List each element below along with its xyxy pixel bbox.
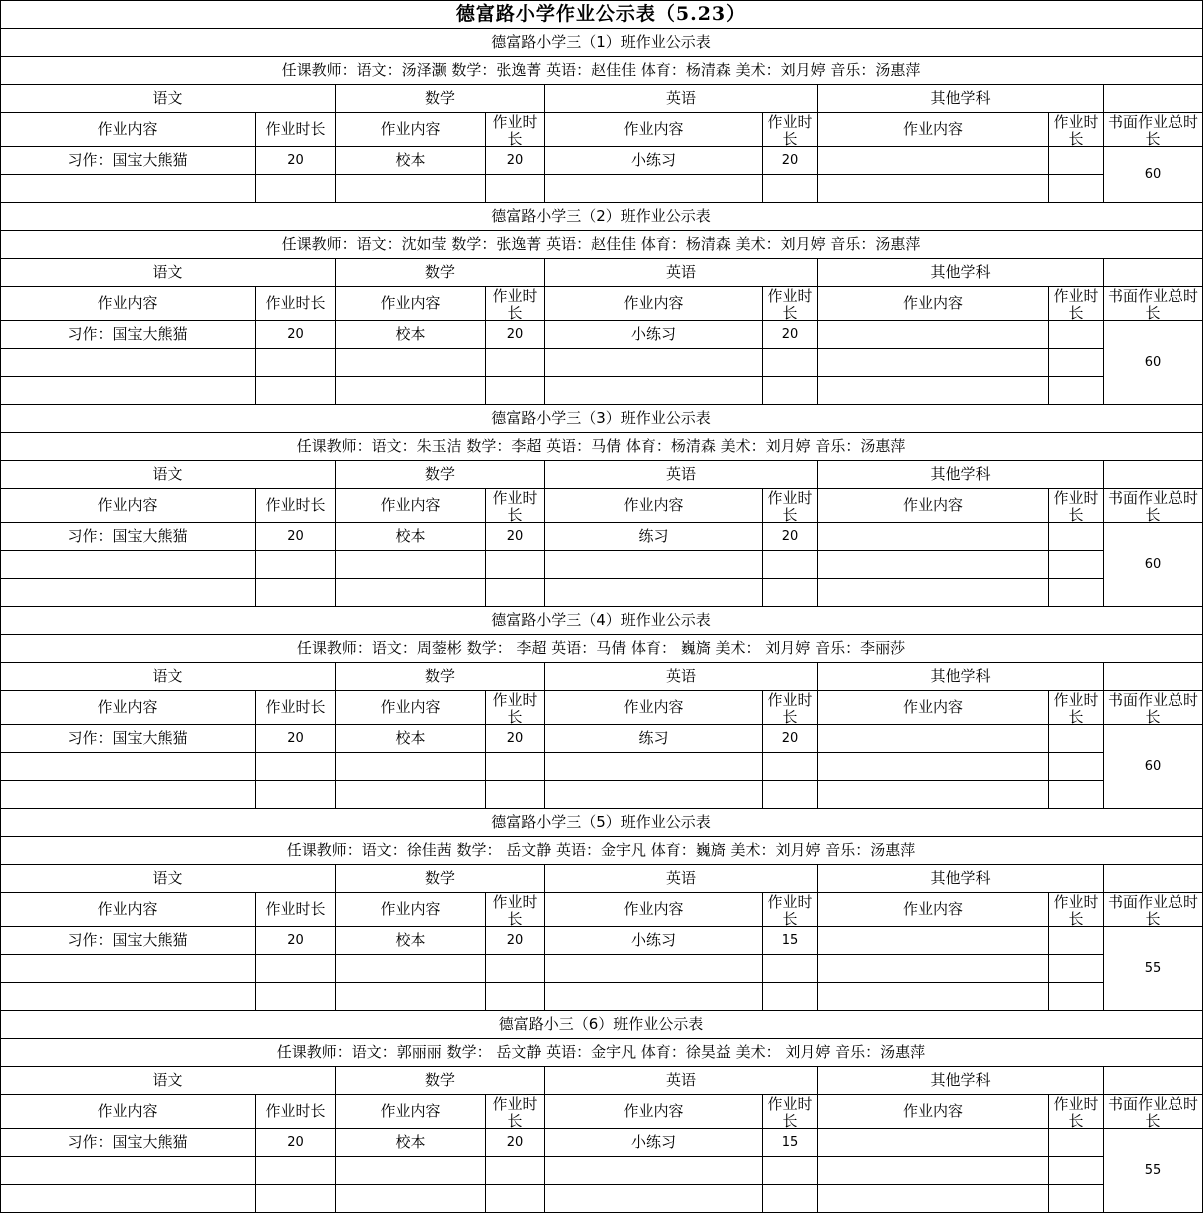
table-cell — [1049, 1129, 1104, 1157]
subject-header-math: 数学 — [336, 259, 545, 287]
subject-header-math: 数学 — [336, 1067, 545, 1095]
subject-header-blank — [1104, 85, 1203, 113]
table-cell — [0, 753, 256, 781]
class-1-teachers: 任课教师：语文：汤泽灏 数学：张逸菁 英语：赵佳佳 体育：杨清森 美术：刘月婷 音乐：汤惠萍 — [0, 57, 1203, 85]
table-cell: 习作：国宝大熊猫 — [0, 321, 256, 349]
table-cell — [336, 955, 486, 983]
column-header-duration: 作业时长 — [763, 893, 818, 927]
table-cell — [486, 955, 545, 983]
column-header-content: 作业内容 — [545, 113, 763, 147]
table-cell — [0, 349, 256, 377]
table-cell — [336, 1157, 486, 1185]
table-cell — [1049, 349, 1104, 377]
class-4-teachers: 任课教师：语文：周蓥彬 数学： 李超 英语：马倩 体育： 巍旖 美术： 刘月婷 音乐：李丽莎 — [0, 635, 1203, 663]
table-cell — [818, 1129, 1049, 1157]
column-header-total: 书面作业总时长 — [1104, 691, 1203, 725]
table-cell — [0, 579, 256, 607]
table-cell: 习作：国宝大熊猫 — [0, 1129, 256, 1157]
column-header-duration: 作业时长 — [486, 893, 545, 927]
table-cell — [486, 781, 545, 809]
table-cell — [818, 983, 1049, 1011]
table-cell — [1049, 927, 1104, 955]
table-cell — [763, 983, 818, 1011]
table-cell — [0, 1185, 256, 1213]
table-cell: 20 — [763, 147, 818, 175]
table-cell — [256, 983, 336, 1011]
table-cell — [336, 781, 486, 809]
subject-header-other: 其他学科 — [818, 1067, 1104, 1095]
column-header-duration: 作业时长 — [486, 113, 545, 147]
table-cell — [256, 781, 336, 809]
table-cell — [1049, 377, 1104, 405]
column-header-duration: 作业时长 — [763, 691, 818, 725]
column-header-content: 作业内容 — [336, 113, 486, 147]
table-cell — [256, 1185, 336, 1213]
column-header-content: 作业内容 — [336, 1095, 486, 1129]
table-cell — [763, 781, 818, 809]
table-cell — [486, 377, 545, 405]
table-cell: 15 — [763, 927, 818, 955]
table-cell — [256, 579, 336, 607]
table-cell: 习作：国宝大熊猫 — [0, 523, 256, 551]
subject-header-chinese: 语文 — [0, 259, 336, 287]
column-header-total: 书面作业总时长 — [1104, 287, 1203, 321]
class-6-total: 55 — [1104, 1129, 1203, 1213]
column-header-content: 作业内容 — [0, 893, 256, 927]
table-cell: 20 — [256, 725, 336, 753]
table-cell — [336, 753, 486, 781]
table-cell — [1049, 955, 1104, 983]
table-cell: 20 — [763, 523, 818, 551]
table-cell — [1049, 725, 1104, 753]
table-cell — [486, 1185, 545, 1213]
table-cell: 习作：国宝大熊猫 — [0, 927, 256, 955]
class-1-title: 德富路小学三（1）班作业公示表 — [0, 29, 1203, 57]
column-header-content: 作业内容 — [336, 893, 486, 927]
column-header-duration: 作业时长 — [256, 893, 336, 927]
column-header-duration: 作业时长 — [763, 489, 818, 523]
class-5-teachers: 任课教师：语文：徐佳茜 数学： 岳文静 英语：金宇凡 体育：巍旖 美术：刘月婷 音乐：汤惠萍 — [0, 837, 1203, 865]
column-header-content: 作业内容 — [0, 113, 256, 147]
table-cell — [336, 377, 486, 405]
table-cell — [545, 983, 763, 1011]
column-header-content: 作业内容 — [818, 287, 1049, 321]
class-5-total: 55 — [1104, 927, 1203, 1011]
table-cell — [818, 927, 1049, 955]
table-cell: 15 — [763, 1129, 818, 1157]
column-header-content: 作业内容 — [545, 1095, 763, 1129]
subject-header-other: 其他学科 — [818, 663, 1104, 691]
table-cell — [763, 579, 818, 607]
table-cell — [486, 349, 545, 377]
table-cell — [486, 579, 545, 607]
subject-header-math: 数学 — [336, 461, 545, 489]
table-cell: 20 — [256, 147, 336, 175]
column-header-duration: 作业时长 — [1049, 489, 1104, 523]
table-cell: 校本 — [336, 725, 486, 753]
table-cell — [818, 321, 1049, 349]
column-header-content: 作业内容 — [545, 489, 763, 523]
class-2-title: 德富路小学三（2）班作业公示表 — [0, 203, 1203, 231]
column-header-content: 作业内容 — [818, 1095, 1049, 1129]
table-cell — [763, 1185, 818, 1213]
class-5-title: 德富路小学三（5）班作业公示表 — [0, 809, 1203, 837]
table-cell — [1049, 781, 1104, 809]
column-header-content: 作业内容 — [0, 489, 256, 523]
table-cell — [0, 781, 256, 809]
table-cell — [763, 1157, 818, 1185]
table-cell: 20 — [256, 321, 336, 349]
column-header-duration: 作业时长 — [486, 691, 545, 725]
class-3-title: 德富路小学三（3）班作业公示表 — [0, 405, 1203, 433]
table-cell — [818, 551, 1049, 579]
table-cell — [818, 147, 1049, 175]
table-cell: 小练习 — [545, 927, 763, 955]
table-cell — [545, 579, 763, 607]
column-header-content: 作业内容 — [818, 893, 1049, 927]
table-cell — [486, 983, 545, 1011]
class-2-total: 60 — [1104, 321, 1203, 405]
table-cell — [256, 955, 336, 983]
table-cell — [256, 349, 336, 377]
column-header-content: 作业内容 — [0, 287, 256, 321]
table-cell — [0, 955, 256, 983]
subject-header-blank — [1104, 865, 1203, 893]
table-cell — [763, 175, 818, 203]
table-cell: 小练习 — [545, 1129, 763, 1157]
subject-header-blank — [1104, 1067, 1203, 1095]
subject-header-blank — [1104, 259, 1203, 287]
table-cell — [486, 551, 545, 579]
table-cell: 习作：国宝大熊猫 — [0, 725, 256, 753]
class-2-teachers: 任课教师：语文：沈如莹 数学：张逸菁 英语：赵佳佳 体育：杨清森 美术：刘月婷 音乐：汤惠萍 — [0, 231, 1203, 259]
column-header-duration: 作业时长 — [763, 287, 818, 321]
table-cell: 小练习 — [545, 321, 763, 349]
table-cell — [256, 175, 336, 203]
column-header-duration: 作业时长 — [763, 113, 818, 147]
column-header-duration: 作业时长 — [256, 287, 336, 321]
subject-header-english: 英语 — [545, 461, 818, 489]
table-cell: 练习 — [545, 523, 763, 551]
table-cell: 校本 — [336, 523, 486, 551]
table-cell — [545, 349, 763, 377]
table-cell — [545, 175, 763, 203]
table-cell: 练习 — [545, 725, 763, 753]
table-cell — [256, 753, 336, 781]
column-header-total: 书面作业总时长 — [1104, 113, 1203, 147]
table-cell: 20 — [486, 523, 545, 551]
column-header-content: 作业内容 — [0, 1095, 256, 1129]
column-header-total: 书面作业总时长 — [1104, 489, 1203, 523]
table-cell: 20 — [486, 725, 545, 753]
column-header-duration: 作业时长 — [1049, 691, 1104, 725]
table-cell — [336, 983, 486, 1011]
subject-header-math: 数学 — [336, 85, 545, 113]
class-3-total: 60 — [1104, 523, 1203, 607]
table-cell — [1049, 147, 1104, 175]
table-cell — [1049, 321, 1104, 349]
table-cell — [818, 955, 1049, 983]
class-6-title: 德富路小三（6）班作业公示表 — [0, 1011, 1203, 1039]
table-cell: 校本 — [336, 927, 486, 955]
table-cell — [256, 377, 336, 405]
subject-header-blank — [1104, 663, 1203, 691]
table-cell — [1049, 523, 1104, 551]
table-cell — [1049, 551, 1104, 579]
table-cell — [818, 523, 1049, 551]
table-cell — [818, 753, 1049, 781]
table-cell — [763, 753, 818, 781]
column-header-duration: 作业时长 — [763, 1095, 818, 1129]
table-cell — [545, 1185, 763, 1213]
table-cell — [336, 579, 486, 607]
subject-header-english: 英语 — [545, 259, 818, 287]
table-cell — [818, 579, 1049, 607]
table-cell — [763, 551, 818, 579]
class-4-title: 德富路小学三（4）班作业公示表 — [0, 607, 1203, 635]
table-cell — [818, 377, 1049, 405]
table-cell — [545, 551, 763, 579]
column-header-duration: 作业时长 — [486, 1095, 545, 1129]
table-cell — [336, 349, 486, 377]
table-cell — [0, 983, 256, 1011]
table-cell — [1049, 983, 1104, 1011]
table-cell: 校本 — [336, 1129, 486, 1157]
subject-header-math: 数学 — [336, 865, 545, 893]
table-cell: 20 — [256, 523, 336, 551]
table-cell — [256, 1157, 336, 1185]
table-cell — [1049, 579, 1104, 607]
column-header-content: 作业内容 — [336, 691, 486, 725]
table-cell: 20 — [256, 1129, 336, 1157]
table-cell — [0, 1157, 256, 1185]
table-cell: 校本 — [336, 147, 486, 175]
table-cell — [0, 551, 256, 579]
sheet-border-left — [0, 0, 1, 1213]
table-cell — [818, 725, 1049, 753]
subject-header-blank — [1104, 461, 1203, 489]
table-cell — [336, 551, 486, 579]
table-cell — [256, 551, 336, 579]
class-4-total: 60 — [1104, 725, 1203, 809]
column-header-duration: 作业时长 — [256, 489, 336, 523]
column-header-total: 书面作业总时长 — [1104, 893, 1203, 927]
table-cell — [1049, 175, 1104, 203]
column-header-content: 作业内容 — [818, 691, 1049, 725]
column-header-content: 作业内容 — [336, 287, 486, 321]
table-cell — [818, 1157, 1049, 1185]
class-1-total: 60 — [1104, 147, 1203, 203]
table-cell — [763, 377, 818, 405]
table-cell: 20 — [256, 927, 336, 955]
table-cell — [1049, 1185, 1104, 1213]
subject-header-english: 英语 — [545, 1067, 818, 1095]
table-cell — [545, 1157, 763, 1185]
table-cell — [0, 377, 256, 405]
table-cell: 20 — [763, 321, 818, 349]
table-cell: 20 — [763, 725, 818, 753]
table-cell — [818, 781, 1049, 809]
table-cell — [486, 753, 545, 781]
column-header-content: 作业内容 — [818, 113, 1049, 147]
column-header-duration: 作业时长 — [486, 489, 545, 523]
subject-header-other: 其他学科 — [818, 865, 1104, 893]
subject-header-chinese: 语文 — [0, 865, 336, 893]
table-cell — [336, 175, 486, 203]
column-header-duration: 作业时长 — [486, 287, 545, 321]
table-cell — [545, 753, 763, 781]
column-header-total: 书面作业总时长 — [1104, 1095, 1203, 1129]
subject-header-chinese: 语文 — [0, 1067, 336, 1095]
column-header-content: 作业内容 — [545, 691, 763, 725]
table-cell — [763, 955, 818, 983]
table-cell: 校本 — [336, 321, 486, 349]
column-header-content: 作业内容 — [0, 691, 256, 725]
column-header-content: 作业内容 — [336, 489, 486, 523]
column-header-content: 作业内容 — [545, 287, 763, 321]
table-cell — [545, 781, 763, 809]
subject-header-english: 英语 — [545, 663, 818, 691]
table-cell: 20 — [486, 927, 545, 955]
table-cell — [763, 349, 818, 377]
subject-header-math: 数学 — [336, 663, 545, 691]
table-cell: 20 — [486, 1129, 545, 1157]
subject-header-chinese: 语文 — [0, 85, 336, 113]
table-cell — [336, 1185, 486, 1213]
subject-header-other: 其他学科 — [818, 85, 1104, 113]
table-cell: 20 — [486, 321, 545, 349]
subject-header-other: 其他学科 — [818, 461, 1104, 489]
column-header-duration: 作业时长 — [1049, 893, 1104, 927]
class-3-teachers: 任课教师：语文：朱玉洁 数学：李超 英语：马倩 体育：杨清森 美术：刘月婷 音乐：汤惠萍 — [0, 433, 1203, 461]
table-cell — [545, 377, 763, 405]
table-cell: 20 — [486, 147, 545, 175]
table-cell — [0, 175, 256, 203]
column-header-duration: 作业时长 — [1049, 1095, 1104, 1129]
table-cell — [1049, 1157, 1104, 1185]
sheet-title: 德富路小学作业公示表（5.23） — [0, 0, 1203, 29]
table-cell — [545, 955, 763, 983]
subject-header-english: 英语 — [545, 865, 818, 893]
class-6-teachers: 任课教师：语文：郭丽丽 数学： 岳文静 英语：金宇凡 体育：徐昊益 美术： 刘月婷 音乐：汤惠萍 — [0, 1039, 1203, 1067]
subject-header-other: 其他学科 — [818, 259, 1104, 287]
table-cell — [486, 1157, 545, 1185]
column-header-content: 作业内容 — [545, 893, 763, 927]
column-header-duration: 作业时长 — [1049, 113, 1104, 147]
column-header-duration: 作业时长 — [1049, 287, 1104, 321]
table-cell — [1049, 753, 1104, 781]
table-cell — [818, 1185, 1049, 1213]
column-header-content: 作业内容 — [818, 489, 1049, 523]
sheet-border-top — [0, 0, 1203, 1]
subject-header-chinese: 语文 — [0, 461, 336, 489]
subject-header-chinese: 语文 — [0, 663, 336, 691]
column-header-duration: 作业时长 — [256, 691, 336, 725]
table-cell — [486, 175, 545, 203]
table-cell — [818, 175, 1049, 203]
column-header-duration: 作业时长 — [256, 113, 336, 147]
column-header-duration: 作业时长 — [256, 1095, 336, 1129]
table-cell — [818, 349, 1049, 377]
table-cell: 小练习 — [545, 147, 763, 175]
table-cell: 习作：国宝大熊猫 — [0, 147, 256, 175]
subject-header-english: 英语 — [545, 85, 818, 113]
